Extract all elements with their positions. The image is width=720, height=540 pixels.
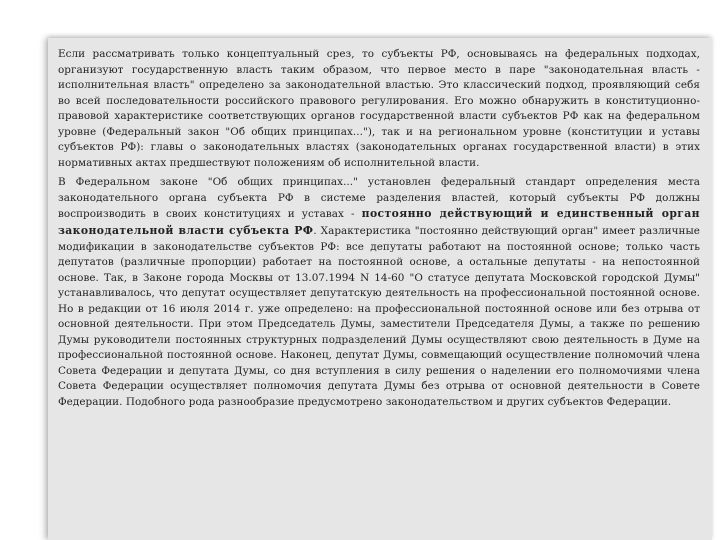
document-body (58, 47, 700, 411)
document-panel (48, 38, 712, 540)
paragraph-text: В Федеральном законе "Об общих принципах..." установлен федеральный стандарт определения места законодательного органа субъекта РФ в системе разделения властей, который субъекты РФ должны воспроизводить в своих конституциях и уставах - (58, 176, 700, 221)
paragraph-text: . Характеристика "постоянно действующий орган" имеет различные модификации в законодательстве субъектов РФ: все депутаты работают на постоянной основе; только часть депутатов (различные пропорции) работает на постоянной основе, а остальные депутаты - на непостоянной основе. Так, в Законе города Москвы от 13.07.1994 N 14-60 "О статусе депутата Московской городской Думы" устанавливалось, что депутат осуществляет депутатскую деятельность на профессиональной постоянной основе. Но в редакции от 16 июля 2014 г. уже определено: на профессиональной постоянной основе или без отрыва от основной деятельности. При этом Председатель Думы, заместители Председателя Думы, а также по решению Думы руководители постоянных структурных подразделений Думы осуществляют свою деятельность в Думе на профессиональной постоянной основе. Наконец, депутат Думы, совмещающий осуществление полномочий члена Совета Федерации и депутата Думы, со дня вступления в силу решения о наделении его полномочиями члена Совета Федерации осуществляет полномочия депутата Думы без отрыва от основной деятельности в Совете Федерации. Подобного рода разнообразие предусмотрено законодательством и других субъектов Федерации. (58, 225, 700, 409)
paragraph-text: Если рассматривать только концептуальный срез, то субъекты РФ, основываясь на федеральных подходах, организуют государственную власть таким образом, что первое место в паре "законодательная власть - исполнительная власть" определено за законодательной властью. Это классический подход, проявляющий себя во всей последовательности российского правового регулирования. Его можно обнаружить в конституционно-правовой характеристике соответствующих органов государственной власти субъектов РФ как на федеральном уровне (Федеральный закон "Об общих принципах..."), так и на региональном уровне (конституции и уставы субъектов РФ): главы о законодательных властях (законодательных органах государственной власти) в этих нормативных актах предшествуют положениям об исполнительной власти. (58, 48, 700, 169)
emphasized-text: постоянно действующий и единственный орган законодательной власти субъекта РФ (58, 207, 700, 238)
paragraph-intro (58, 47, 700, 171)
paragraph-federal-law (58, 175, 700, 410)
